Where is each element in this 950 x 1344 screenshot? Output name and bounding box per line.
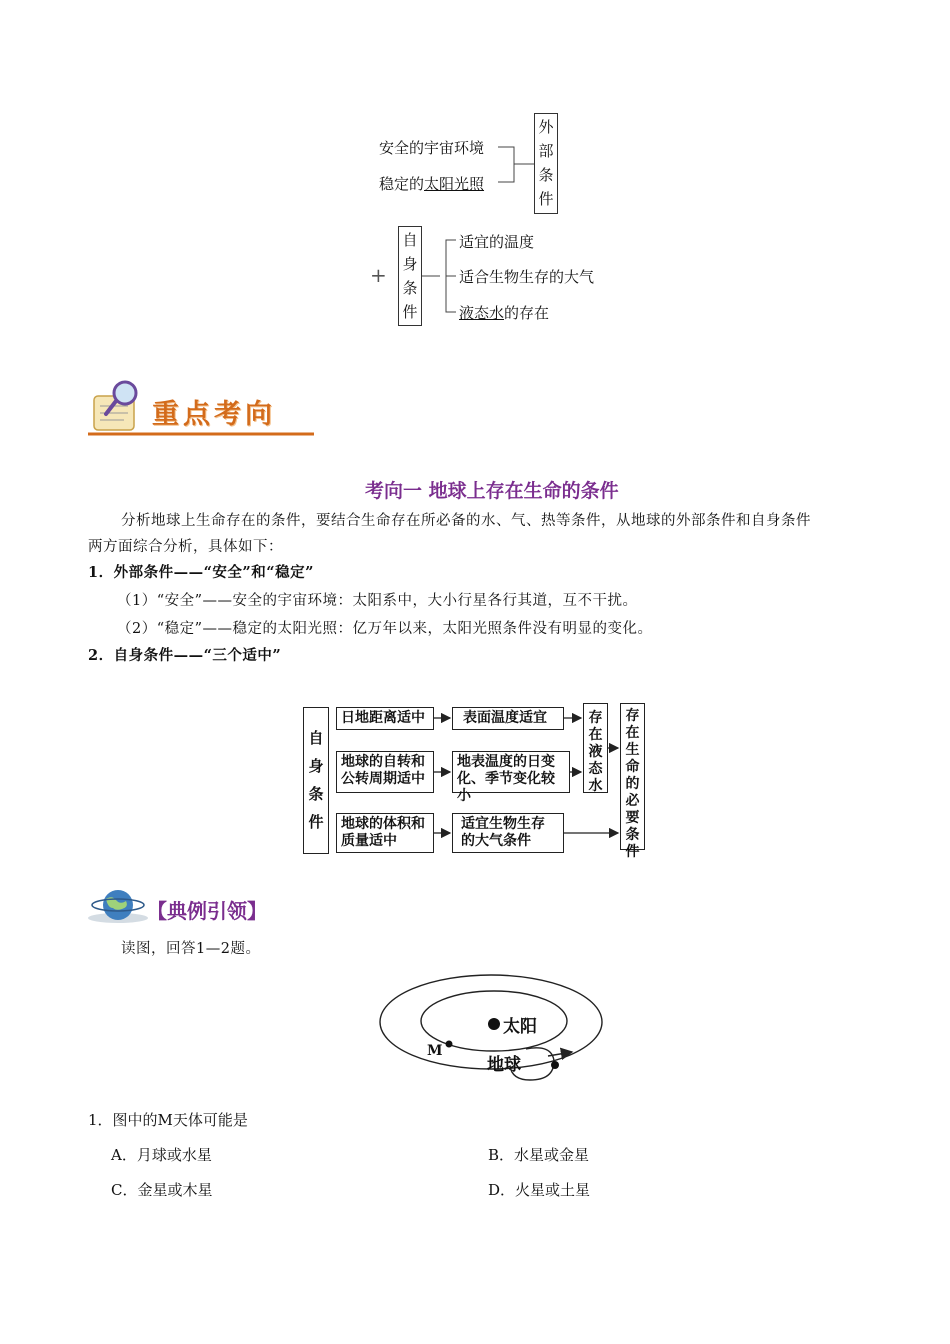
self-conditions-box: 自身条件 [398, 226, 422, 326]
point1-sub1: （1）“安全”——安全的宇宙环境：太阳系中，大小行星各行其道，互不干扰。 [117, 593, 638, 609]
flow-col2-atmosphere-line2: 的大气条件 [461, 833, 531, 849]
intro-line-2: 两方面综合分析，具体如下： [88, 539, 283, 555]
sun-label: 太阳 [503, 1017, 537, 1037]
point1-title: 1．外部条件——“安全”和“稳定” [88, 564, 314, 581]
point1-sub2: （2）“稳定”——稳定的太阳光照：亿万年以来，太阳光照条件没有明显的变化。 [117, 621, 653, 637]
m-label: M [427, 1043, 443, 1059]
flow-col1-rotation-line1: 地球的自转和 [341, 754, 425, 770]
flow-col2-variation-line1: 地表温度的日变 [457, 754, 555, 770]
question1-option-c[interactable]: C．金星或木星 [111, 1181, 213, 1199]
external-item-sunlight: 太阳光照 [424, 175, 485, 193]
question1-stem: 1．图中的M天体可能是 [88, 1111, 248, 1129]
sun-dot [488, 1018, 500, 1030]
self-item-temperature: 适宜的温度 [459, 233, 535, 251]
question1-option-b[interactable]: B．水星或金星 [488, 1146, 590, 1164]
flow-col2-atmosphere-line1: 适宜生物生存 [461, 816, 545, 832]
self-item-water: 液态水 [459, 304, 505, 322]
flow-col4-life-conditions: 存在生命的必要条件 [620, 703, 645, 850]
question1-option-a[interactable]: A．月球或水星 [111, 1146, 212, 1164]
topic-title: 考向一 地球上存在生命的条件 [365, 480, 619, 502]
m-dot [446, 1041, 453, 1048]
flow-col1-rotation-line2: 公转周期适中 [341, 771, 425, 787]
flow-col3-liquid-water: 存在液态水 [583, 703, 608, 793]
flow-col1-volume-line2: 质量适中 [341, 833, 397, 849]
external-item-safe-universe: 安全的宇宙环境 [379, 139, 485, 157]
plus-sign: + [370, 263, 387, 287]
point2-title: 2．自身条件——“三个适中” [88, 647, 282, 664]
earth-dot [551, 1061, 559, 1069]
flow-col2-temperature: 表面温度适宜 [452, 707, 564, 730]
flow-left-label: 自身条件 [303, 707, 329, 854]
flow-col1-distance: 日地距离适中 [336, 707, 434, 730]
example-title: 【典例引领】 [147, 899, 267, 923]
flow-col2-variation-line2: 化、季节变化较小 [457, 771, 555, 804]
flow-col1-volume-line1: 地球的体积和 [341, 816, 425, 832]
self-item-exist: 的存在 [504, 304, 550, 322]
external-item-stable-prefix: 稳定的 [379, 175, 425, 193]
self-item-atmosphere: 适合生物生存的大气 [459, 268, 595, 286]
example-prompt: 读图，回答1—2题。 [121, 941, 261, 957]
section-banner-title: 重点考向 [152, 399, 276, 430]
intro-line-1: 分析地球上生命存在的条件，要结合生命存在所必备的水、气、热等条件，从地球的外部条件和自身条件 [121, 513, 811, 529]
external-conditions-box: 外部条件 [534, 113, 558, 214]
earth-label: 地球 [487, 1055, 521, 1075]
question1-option-d[interactable]: D．火星或土星 [488, 1181, 591, 1199]
